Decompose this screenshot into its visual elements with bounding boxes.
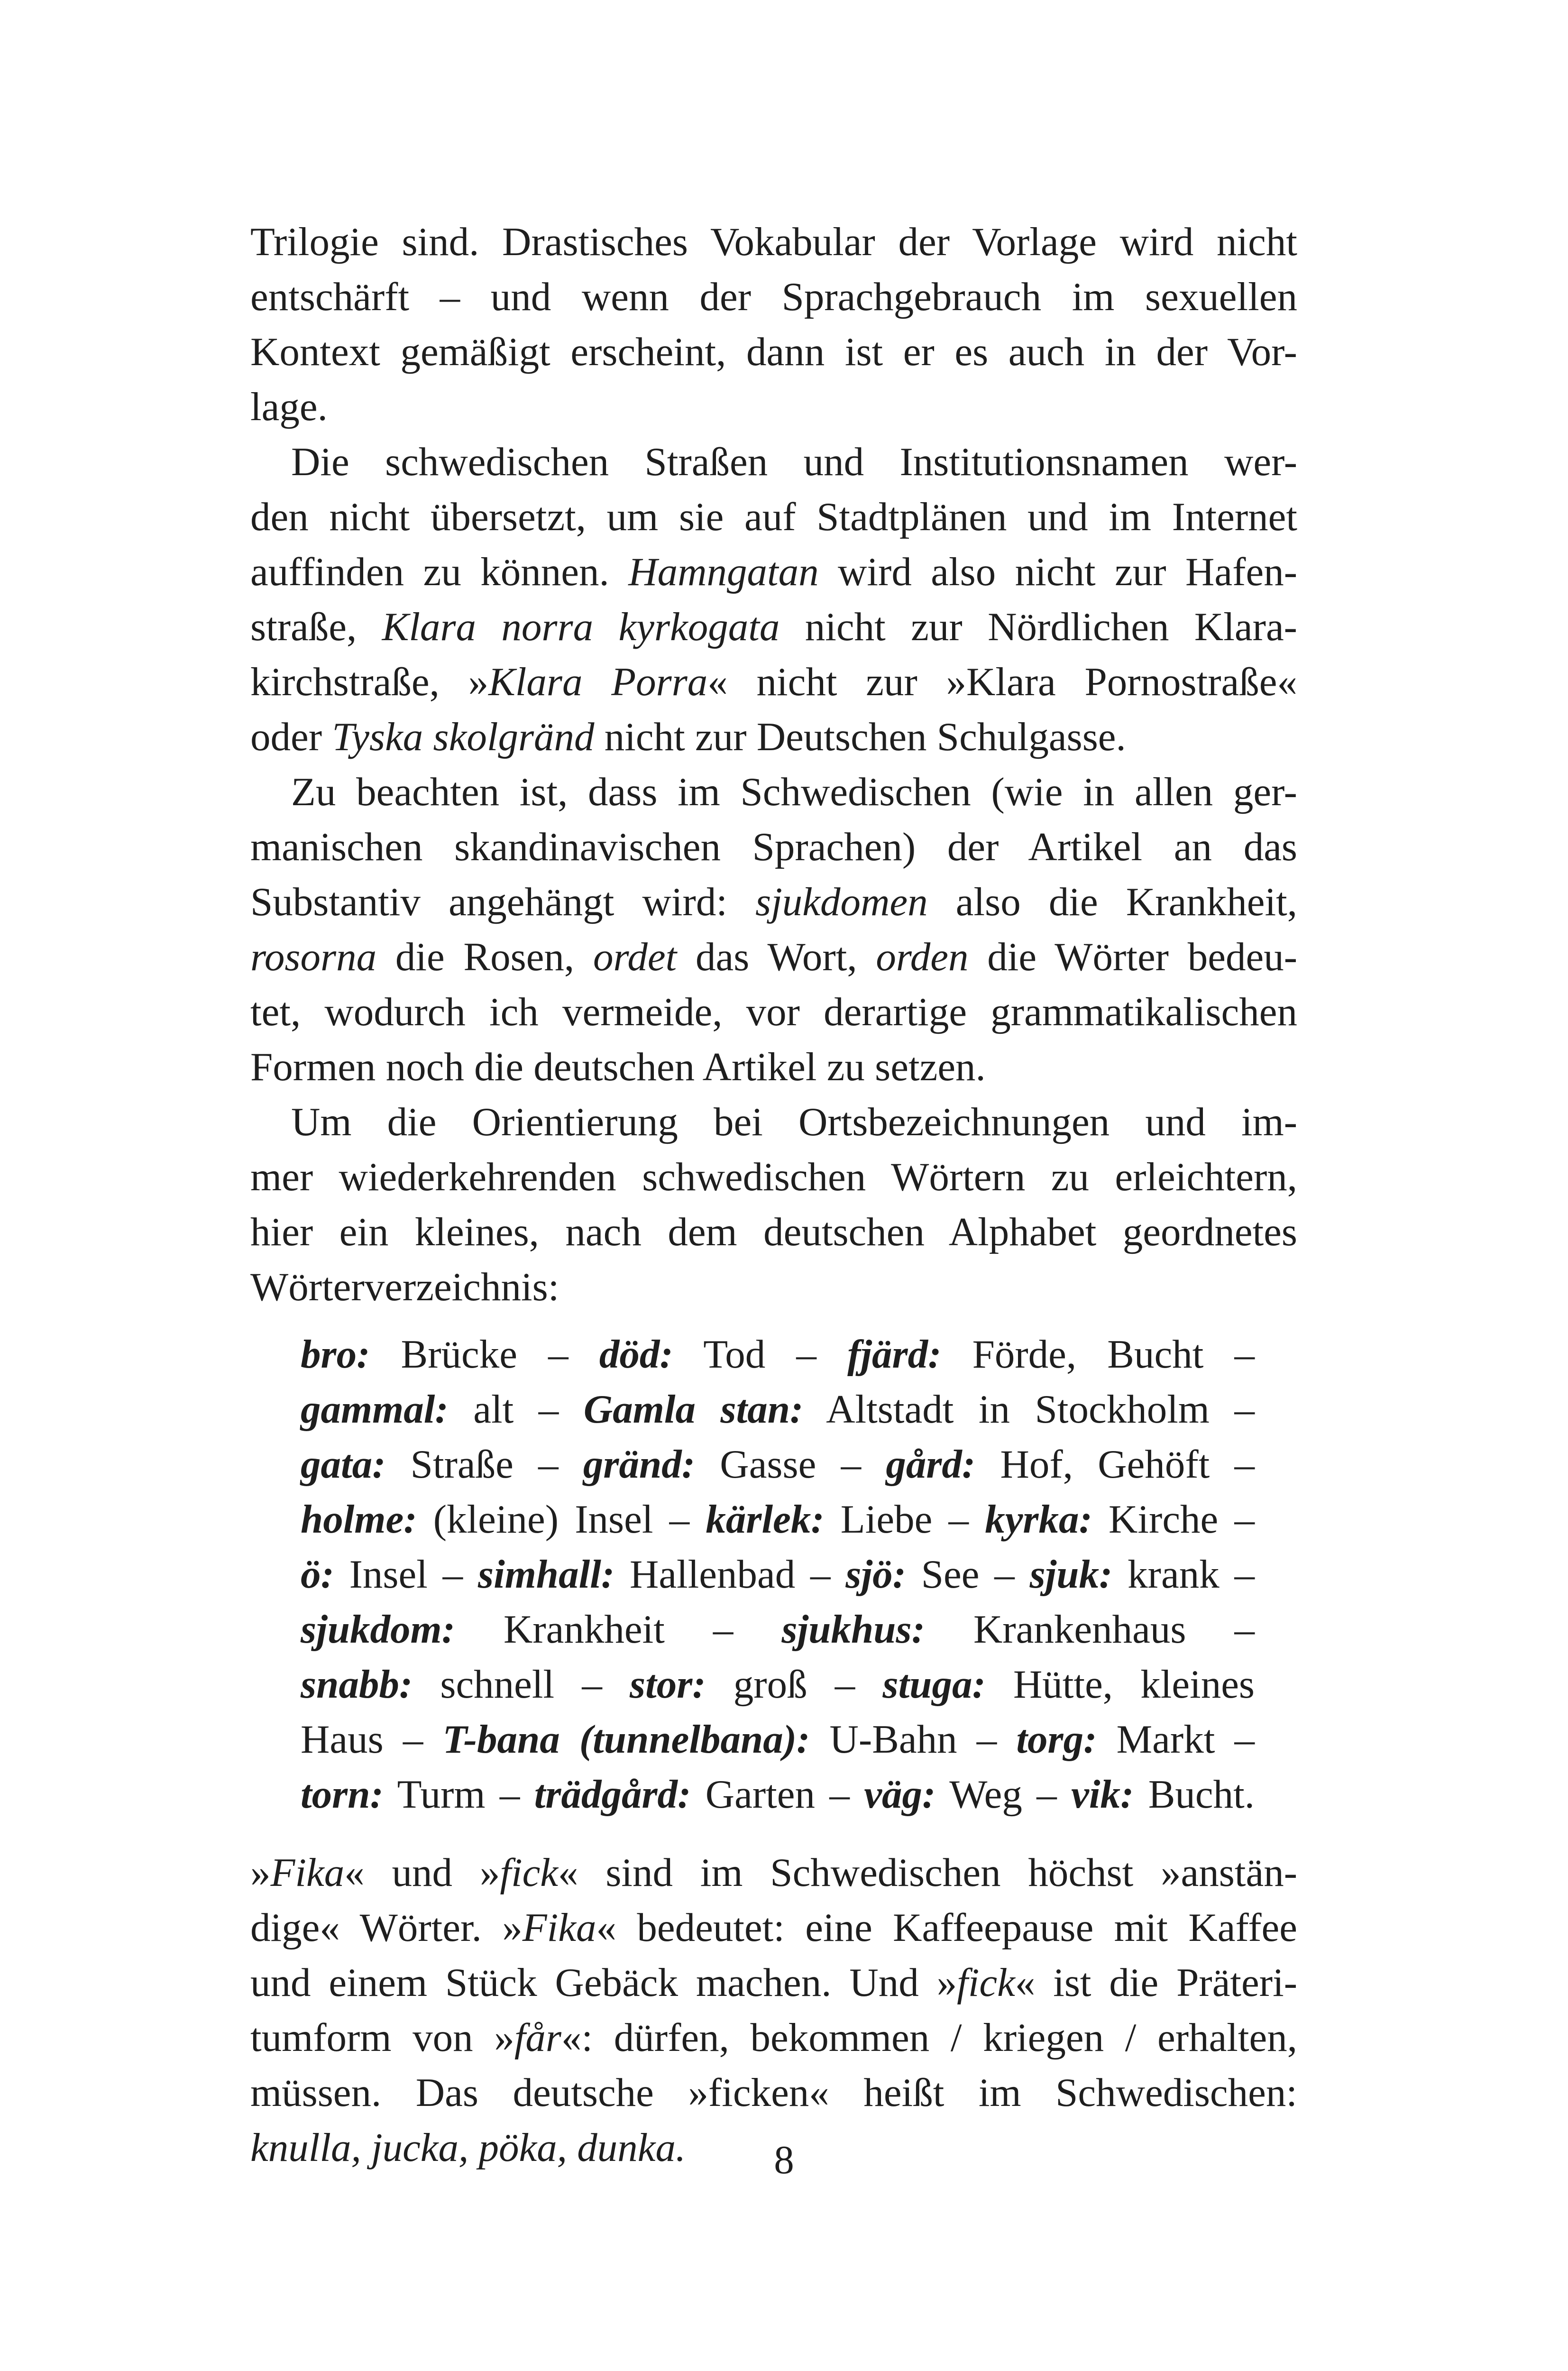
text-line: Zu beachten ist, dass im Schwedischen (wie in allen ger- (291, 770, 1297, 814)
text-line (250, 544, 1297, 599)
paragraph-fika-fick (250, 1845, 1297, 2175)
text-line: Trilogie sind. Drastisches Vokabular der Vorlage wird nicht (250, 220, 1297, 264)
glossary-definition: groß – (706, 1662, 883, 1707)
glossary-term: snabb: (301, 1662, 413, 1707)
text-line (250, 929, 1297, 984)
text-run: « bedeutet: eine Kaffeepause mit Kaffee (596, 1905, 1297, 1950)
text-run: oder (250, 715, 332, 759)
glossary-definition: Förde, Bucht – (941, 1332, 1255, 1377)
text-line: knulla, jucka, pöka, dunka. (250, 2125, 686, 2170)
text-run: nicht zur Nördlichen Klara- (779, 605, 1297, 649)
swedish-word-italic: får (514, 2015, 562, 2060)
glossary-term: vik: (1071, 1772, 1134, 1817)
glossary-line (301, 1327, 1255, 1382)
swedish-word-italic: ordet (593, 935, 677, 979)
text-run: nicht zur Deutschen Schulgasse. (594, 715, 1126, 759)
text-line (250, 1955, 1297, 2010)
text-line: mer wiederkehrenden schwedischen Wörtern zu erleichtern, (250, 1155, 1297, 1199)
text-line: manischen skandinavischen Sprachen) der Artikel an das (250, 825, 1297, 869)
text-line (250, 709, 1297, 764)
glossary-definition: Liebe – (824, 1497, 985, 1542)
text-run: also die Krankheit, (927, 880, 1297, 924)
text-run: « sind im Schwedischen höchst »anstän- (558, 1850, 1298, 1895)
glossary-definition: Altstadt in Stockholm – (803, 1387, 1255, 1432)
text-run: die Wörter bedeu- (968, 935, 1297, 979)
street-name-italic: Hamngatan (628, 550, 819, 594)
swedish-word-italic: Fika (270, 1850, 345, 1895)
glossary-list (301, 1327, 1255, 1822)
text-line: entschärft – und wenn der Sprachgebrauch im sexuellen (250, 275, 1297, 319)
text-line (250, 2010, 1297, 2065)
glossary-term: T-bana (tunnelbana): (442, 1717, 810, 1762)
text-line (250, 654, 1297, 709)
glossary-term: ö: (301, 1552, 334, 1597)
paragraph-street-names (250, 434, 1297, 764)
text-run: » (250, 1850, 271, 1895)
glossary-term: torg: (1016, 1717, 1097, 1762)
street-name-italic: Klara norra kyrkogata (382, 605, 780, 649)
glossary-line (301, 1437, 1255, 1492)
paragraph-glossary-intro (250, 1094, 1297, 1314)
text-line: Formen noch die deutschen Artikel zu setzen. (250, 1045, 986, 1089)
glossary-definition: See – (906, 1552, 1030, 1597)
text-run: auffinden zu können. (250, 550, 629, 594)
text-run: das Wort, (677, 935, 876, 979)
text-run: straße, (250, 605, 382, 649)
glossary-term: gammal: (301, 1387, 449, 1432)
glossary-term: kärlek: (706, 1497, 825, 1542)
swedish-word-italic: orden (876, 935, 969, 979)
glossary-definition: Brücke – (370, 1332, 599, 1377)
glossary-definition: Bucht. (1134, 1772, 1255, 1817)
glossary-term: simhall: (478, 1552, 615, 1597)
swedish-word-italic: fick (957, 1960, 1015, 2005)
glossary-term: trädgård: (534, 1772, 691, 1817)
glossary-term: kyrka: (985, 1497, 1092, 1542)
glossary-term: sjö: (845, 1552, 906, 1597)
text-run: dige« Wörter. » (250, 1905, 523, 1950)
glossary-term: sjukhus: (781, 1607, 925, 1652)
text-run: Substantiv angehängt wird: (250, 880, 756, 924)
glossary-definition: Krankenhaus – (925, 1607, 1255, 1652)
glossary-term: död: (599, 1332, 673, 1377)
glossary-line (301, 1492, 1255, 1547)
glossary-term: Gamla stan: (583, 1387, 804, 1432)
glossary-definition: Hütte, kleines (985, 1662, 1255, 1707)
glossary-line (301, 1382, 1255, 1437)
text-run: « ist die Präteri- (1015, 1960, 1297, 2005)
text-line (250, 1900, 1297, 1955)
glossary-term: sjukdom: (301, 1607, 455, 1652)
glossary-definition: Garten – (691, 1772, 864, 1817)
glossary-term: holme: (301, 1497, 417, 1542)
glossary-definition: Insel – (334, 1552, 478, 1597)
text-line: Um die Orientierung bei Ortsbezeichnungen und im- (291, 1100, 1297, 1144)
text-run: die Rosen, (376, 935, 593, 979)
glossary-term: sjuk: (1029, 1552, 1113, 1597)
glossary-line (301, 1767, 1255, 1822)
paragraph-articles (250, 764, 1297, 1094)
glossary-term: gränd: (583, 1442, 696, 1487)
glossary-term: stuga: (882, 1662, 986, 1707)
text-line: Kontext gemäßigt erscheint, dann ist er es auch in der Vor- (250, 330, 1297, 374)
glossary-definition: Haus – (301, 1717, 443, 1762)
street-name-italic: Klara Porra (488, 660, 708, 704)
glossary-definition: Gasse – (695, 1442, 886, 1487)
glossary-term: fjärd: (847, 1332, 942, 1377)
glossary-definition: Straße – (385, 1442, 583, 1487)
text-line: lage. (250, 385, 328, 429)
page-number: 8 (774, 2138, 794, 2182)
glossary-definition: Markt – (1097, 1717, 1255, 1762)
text-run: und einem Stück Gebäck machen. Und » (250, 1960, 957, 2005)
glossary-term: bro: (301, 1332, 370, 1377)
text-run: « und » (344, 1850, 500, 1895)
paragraph-translation-vocabulary (250, 214, 1297, 434)
text-line (250, 874, 1297, 929)
glossary-line (301, 1712, 1255, 1767)
text-line (250, 1845, 1297, 1900)
swedish-word-italic: Fika (522, 1905, 596, 1950)
text-line: Die schwedischen Straßen und Institutionsnamen wer- (291, 440, 1297, 484)
text-line: den nicht übersetzt, um sie auf Stadtplänen und im Internet (250, 495, 1297, 539)
text-run: «: dürfen, bekommen / kriegen / erhalten, (561, 2015, 1297, 2060)
glossary-definition: Tod – (673, 1332, 848, 1377)
glossary-definition: Kirche – (1092, 1497, 1255, 1542)
glossary-term: gård: (886, 1442, 976, 1487)
swedish-word-italic: fick (500, 1850, 559, 1895)
text-line: müssen. Das deutsche »ficken« heißt im Schwedischen: (250, 2070, 1297, 2115)
swedish-word-italic: rosorna (250, 935, 377, 979)
glossary-definition: Hof, Gehöft – (975, 1442, 1255, 1487)
text-run: kirchstraße, » (250, 660, 489, 704)
glossary-definition: schnell – (413, 1662, 630, 1707)
text-line: hier ein kleines, nach dem deutschen Alphabet geordnetes (250, 1210, 1297, 1254)
glossary-term: torn: (301, 1772, 384, 1817)
text-line: Wörterverzeichnis: (250, 1265, 559, 1309)
text-line: tet, wodurch ich vermeide, vor derartige grammatikalischen (250, 990, 1297, 1034)
glossary-definition: Turm – (383, 1772, 534, 1817)
glossary-definition: alt – (448, 1387, 584, 1432)
glossary-line (301, 1547, 1255, 1602)
text-run: tumform von » (250, 2015, 514, 2060)
street-name-italic: Tyska skolgränd (332, 715, 595, 759)
glossary-definition: Krankheit – (455, 1607, 782, 1652)
glossary-definition: (kleine) Insel – (417, 1497, 706, 1542)
glossary-definition: U-Bahn – (810, 1717, 1017, 1762)
glossary-term: väg: (864, 1772, 936, 1817)
text-run: « nicht zur »Klara Pornostraße« (707, 660, 1297, 704)
glossary-term: gata: (301, 1442, 386, 1487)
glossary-definition: Weg – (935, 1772, 1072, 1817)
glossary-definition: Hallenbad – (614, 1552, 846, 1597)
text-run: wird also nicht zur Hafen- (818, 550, 1297, 594)
glossary-line (301, 1602, 1255, 1657)
glossary-line (301, 1657, 1255, 1712)
swedish-word-italic: sjukdomen (755, 880, 928, 924)
text-line (250, 599, 1297, 654)
glossary-term: stor: (630, 1662, 706, 1707)
glossary-definition: krank – (1112, 1552, 1255, 1597)
